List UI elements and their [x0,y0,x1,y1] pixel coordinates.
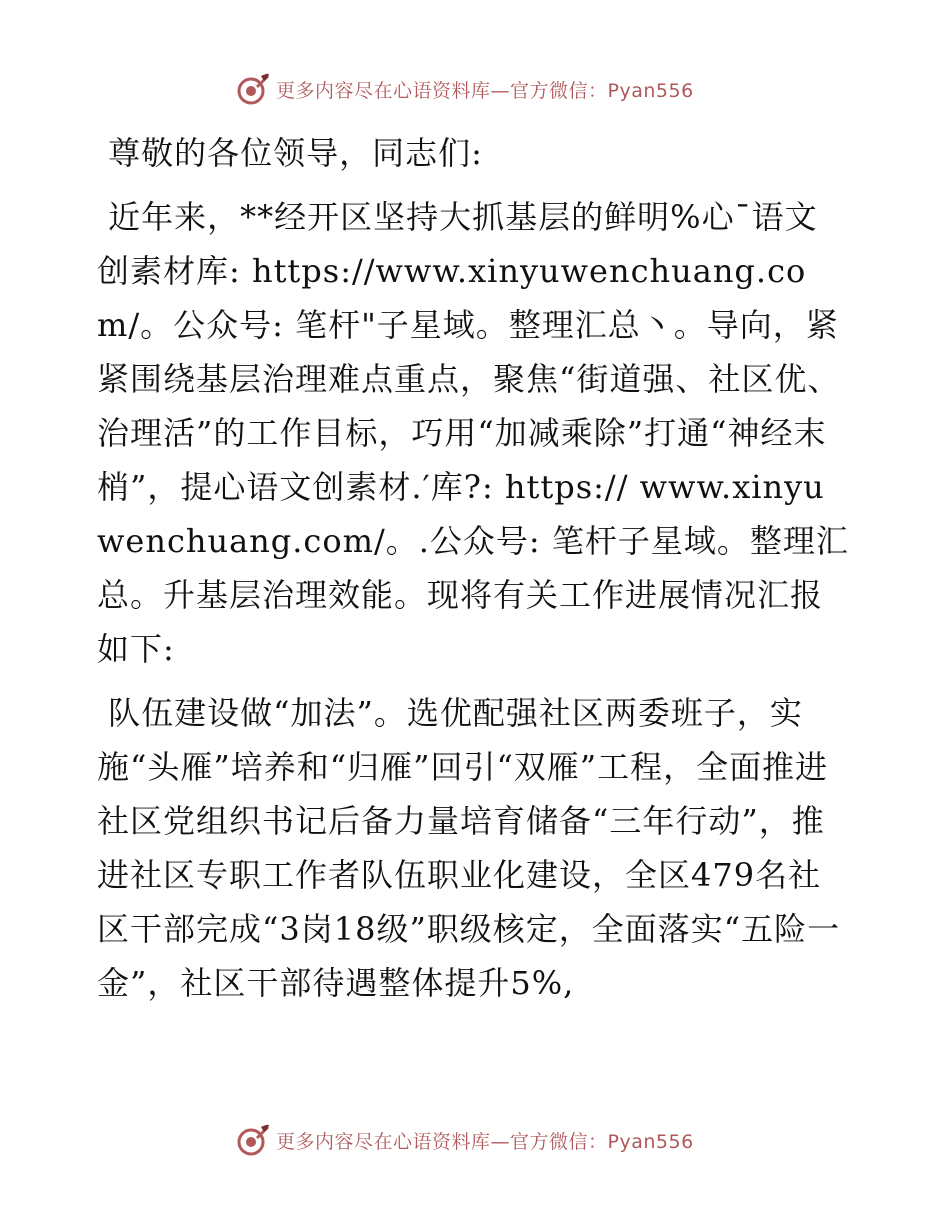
body-paragraph-intro: 近年来，**经开区坚持大抓基层的鲜明%心¯语文创素材库: https://www.xinyuwenchuang.com/。公众号: 笔杆"子星域。整理汇总丶。导向，紧紧围绕基层治理难点重点，聚焦“街道强、社区优、治理活”的工作目标，巧用“加减乘除”打通“神经末梢”，提心语文创素材.′库?: https:// www.xinyuwenchuang.com/。.公众号: 笔杆子星域。整理汇总。升基层治理效能。现将有关工作进展情况汇报如下: [97,198,849,668]
body-paragraph-team-building: 队伍建设做“加法”。选优配强社区两委班子，实施“头雁”培养和“归雁”回引“双雁”工程，全面推进社区党组织书记后备力量培育储备“三年行动”，推进社区专职工作者队伍职业化建设，全区479名社区干部完成“3岗18级”职级核定，全面落实“五险一金”，社区干部待遇整体提升5%, [97,694,841,1002]
watermark-text: 更多内容尽在心语资料库—官方微信：Pyan556 [276,1130,694,1153]
greeting-paragraph: 尊敬的各位领导，同志们: [97,134,483,172]
document-body [97,126,849,1010]
quill-pen-logo-icon [236,72,270,106]
header-watermark [236,72,694,106]
quill-pen-logo-icon [236,1123,270,1157]
footer-watermark [236,1123,694,1157]
watermark-text: 更多内容尽在心语资料库—官方微信：Pyan556 [276,79,694,102]
